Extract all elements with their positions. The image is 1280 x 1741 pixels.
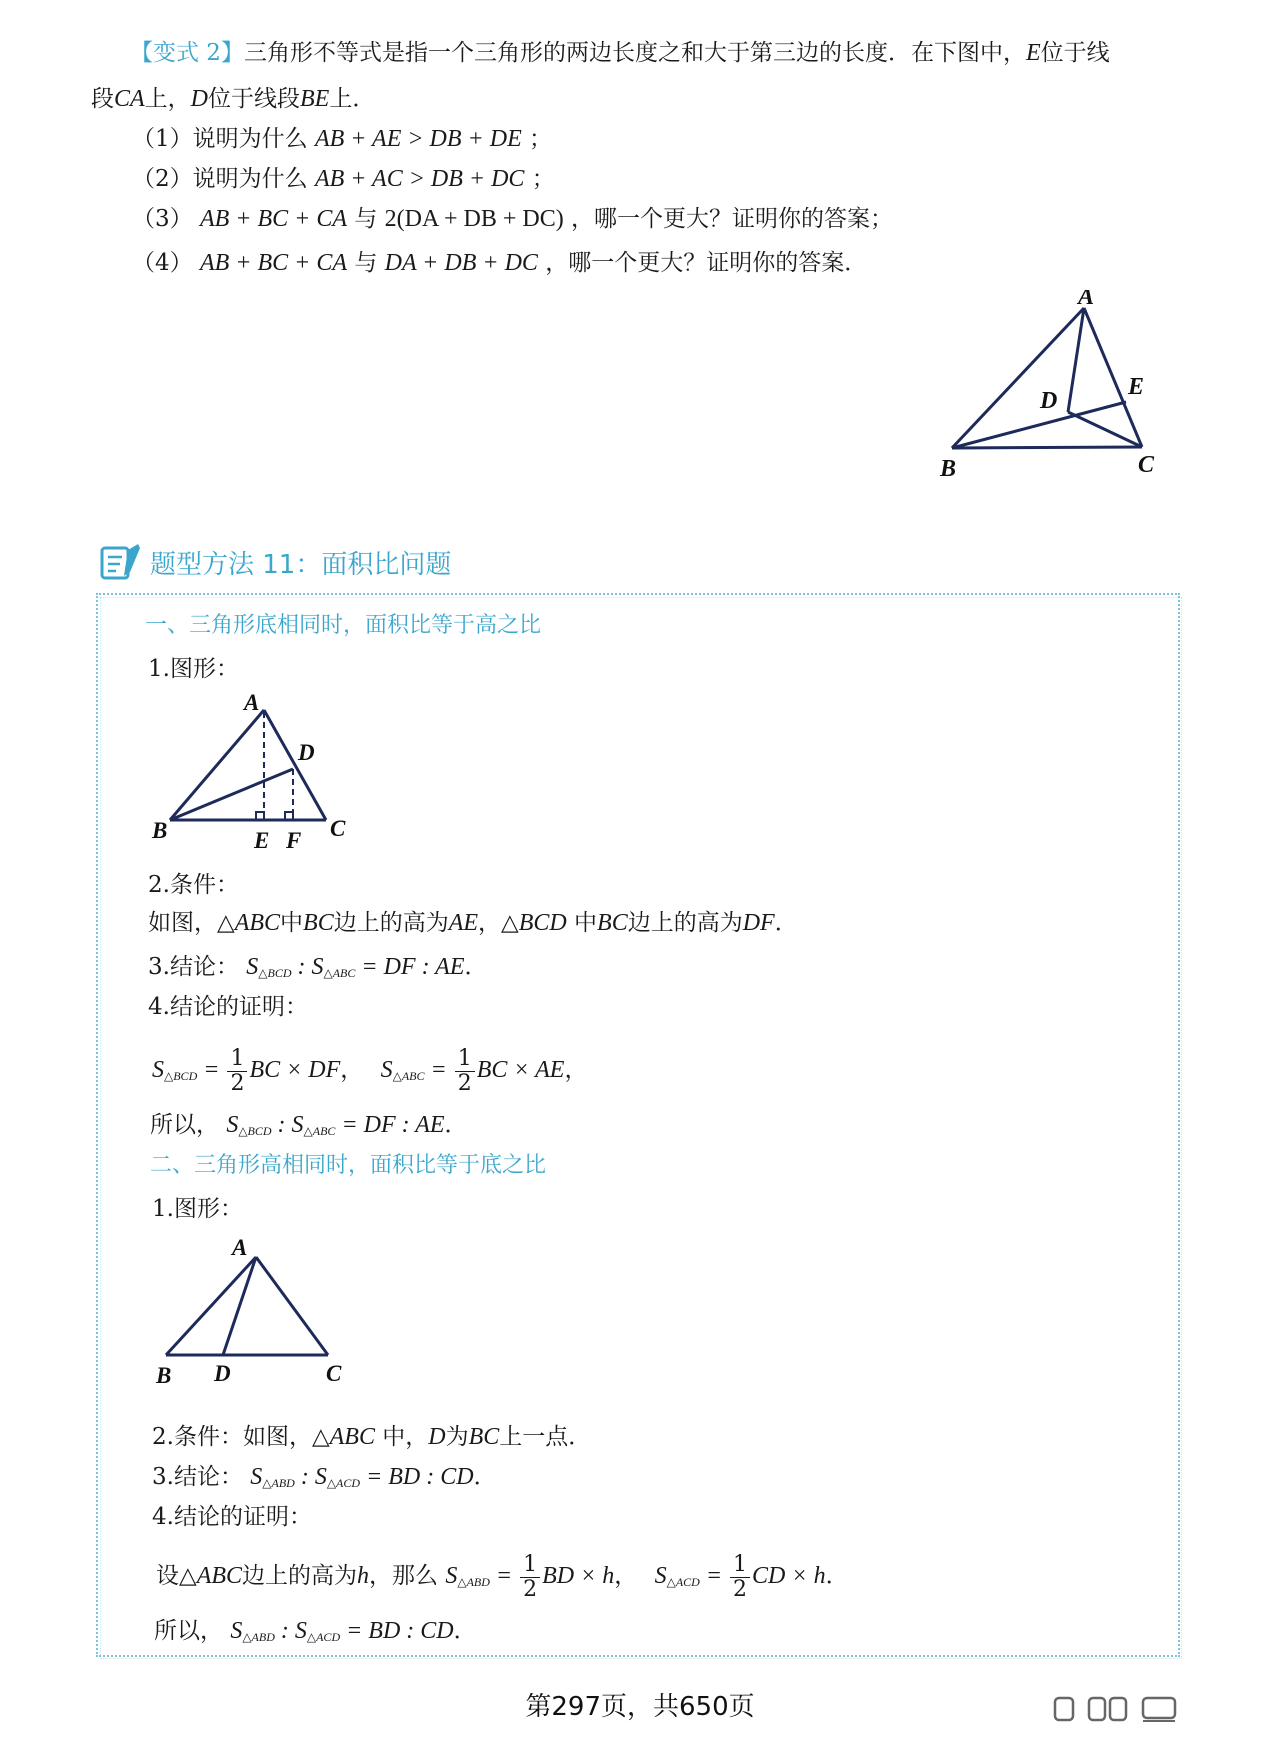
- edge-AC: [264, 710, 326, 820]
- label-E: E: [254, 828, 270, 853]
- label-A: A: [244, 690, 260, 715]
- question-1: （1）说明为什么 AB + AE > DB + DE ；: [132, 126, 553, 152]
- part2-fig-label: 1.图形：: [152, 1196, 243, 1222]
- part1-proof-label: 4.结论的证明：: [148, 994, 308, 1020]
- part2-proof-label: 4.结论的证明：: [152, 1504, 312, 1530]
- edge-AD: [223, 1257, 256, 1355]
- part1-heading: 一、三角形底相同时，面积比等于高之比: [145, 613, 542, 638]
- label-C: C: [326, 1361, 342, 1386]
- variant-intro-line2: 段CA上，D位于线段BE上．: [91, 86, 376, 112]
- edge-BE: [952, 402, 1126, 448]
- question-2: （2）说明为什么 AB + AC > DB + DC ；: [132, 166, 555, 192]
- part1-conclusion: 3.结论： $S_{\triangle BCD}$ : $S_{\triangle ABC}$ = DF : AE．: [148, 954, 488, 980]
- single-page-view-icon[interactable]: [1050, 1695, 1078, 1723]
- part1-proof-formula: $S_{\triangle BCD}$ = $\frac{1}{2}$ BC × DF， $S_{\triangle ABC}$ = $\frac{1}{2}$ BC × AE，: [152, 1045, 588, 1096]
- label-D: D: [214, 1361, 231, 1386]
- part1-cond-text: 如图，△ABC中BC边上的高为AE，△BCD 中BC边上的高为DF．: [148, 910, 798, 936]
- part1-fig-label: 1.图形：: [148, 656, 239, 682]
- edge-AC: [256, 1257, 328, 1355]
- part2-proof-formula: 设△ABC边上的高为h，那么 $S_{\triangle ABD}$ = $\frac{1}{2}$ BD × h， $S_{\triangle ACD}$ = $\frac{1}{2}$ CD × h．: [156, 1551, 849, 1602]
- label-D: D: [1040, 388, 1058, 414]
- edge-AB: [952, 308, 1084, 448]
- triangle-figure-part2: [150, 1235, 360, 1395]
- part1-so: 所以， $S_{\triangle BCD}$ : $S_{\triangle ABC}$ = DF : AE．: [150, 1112, 468, 1138]
- label-D: D: [298, 740, 315, 765]
- label-E: E: [1128, 374, 1145, 400]
- question-3: （3） AB + BC + CA 与 2(DA + DB + DC) ，哪一个更大？证明你的答案；: [132, 206, 894, 232]
- page-indicator: 第297页，共650页: [525, 1692, 755, 1722]
- edge-BD: [170, 769, 293, 820]
- double-page-view-icon[interactable]: [1086, 1695, 1130, 1723]
- triangle-figure-variant: [930, 290, 1170, 490]
- part1-cond-label: 2.条件：: [148, 872, 239, 898]
- scroll-view-icon[interactable]: [1140, 1695, 1180, 1723]
- edge-AB: [170, 710, 264, 820]
- variant-intro-line1: 【变式 2】三角形不等式是指一个三角形的两边长度之和大于第三边的长度．在下图中，E位于线: [130, 40, 1110, 66]
- part2-heading: 二、三角形高相同时，面积比等于底之比: [150, 1153, 547, 1178]
- label-B: B: [156, 1363, 172, 1388]
- edge-BC: [952, 447, 1142, 448]
- question-4: （4） AB + BC + CA 与 DA + DB + DC ，哪一个更大？证明你的答案．: [132, 250, 868, 276]
- label-B: B: [940, 456, 957, 482]
- label-C: C: [330, 816, 346, 841]
- variant-tag: 【变式 2】: [130, 40, 244, 66]
- part2-so: 所以， $S_{\triangle ABD}$ : $S_{\triangle ACD}$ = BD : CD．: [154, 1618, 477, 1644]
- part2-condition: 2.条件：如图，△ABC 中，D为BC上一点．: [152, 1424, 592, 1450]
- label-A: A: [232, 1235, 248, 1260]
- part2-conclusion: 3.结论： $S_{\triangle ABD}$ : $S_{\triangle ACD}$ = BD : CD．: [152, 1464, 497, 1490]
- triangle-figure-part1: [140, 690, 360, 860]
- notebook-pen-icon: [98, 542, 142, 582]
- method-title: 题型方法 11：面积比问题: [150, 550, 452, 580]
- label-C: C: [1138, 452, 1155, 478]
- label-B: B: [152, 818, 168, 843]
- label-A: A: [1078, 290, 1095, 310]
- edge-AB: [166, 1257, 256, 1355]
- label-F: F: [286, 828, 302, 853]
